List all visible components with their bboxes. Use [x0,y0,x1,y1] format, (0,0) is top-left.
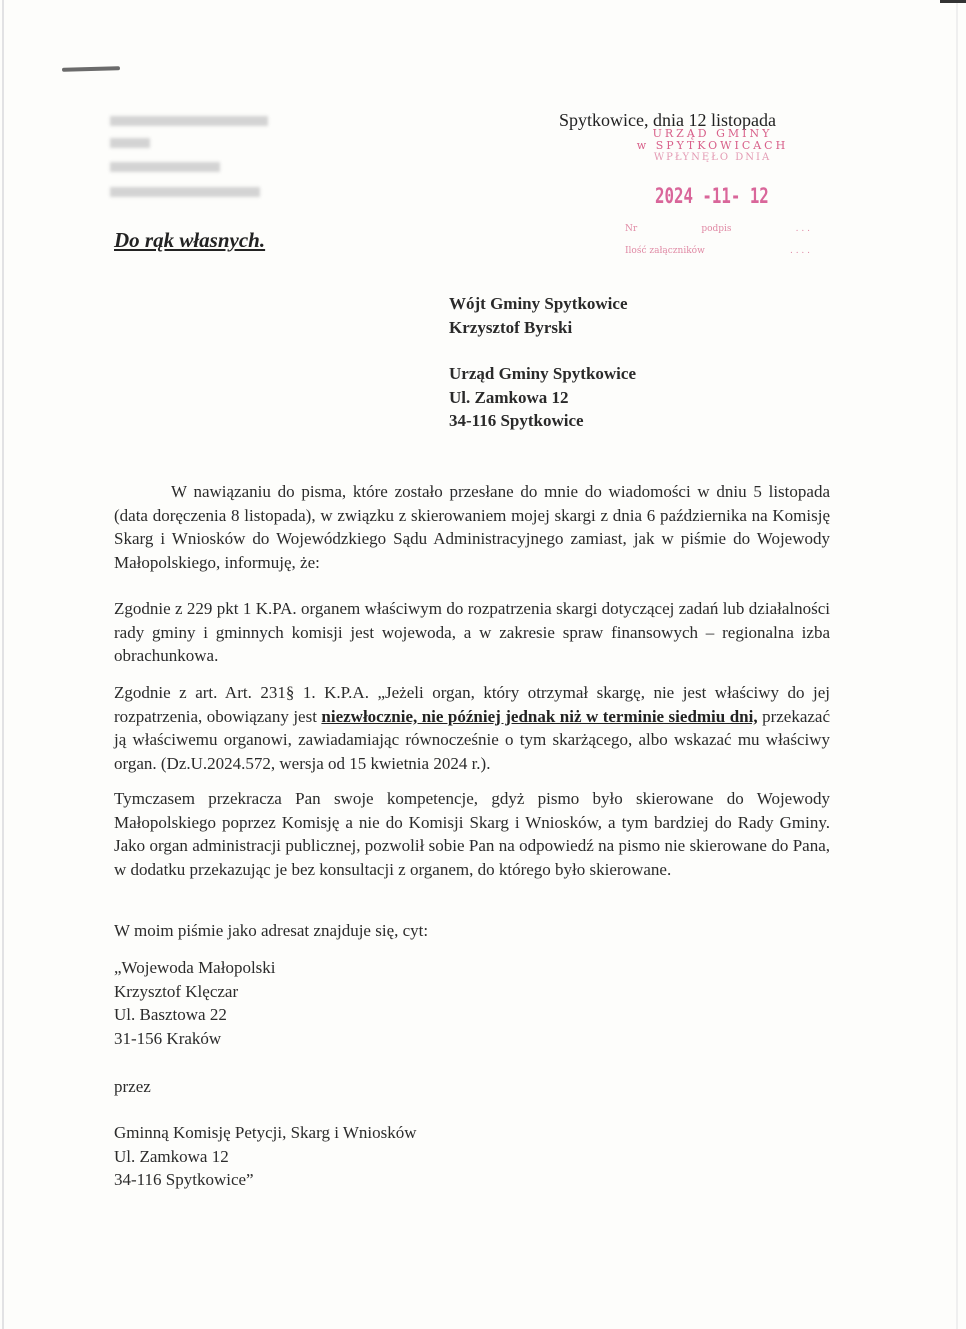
to-own-hands-note: Do rąk własnych. [114,228,266,252]
recipient-title: Wójt Gminy Spytkowice [449,294,628,313]
quoted-intermediary-city: 34-116 Spytkowice” [114,1170,254,1190]
place-date: Spytkowice, dnia 12 listopada [559,110,776,130]
quoted-addressee-name: Krzysztof Klęczar [114,981,239,1001]
quoted-intermediary [114,1121,830,1192]
stamp-dots: . . . . [789,246,810,256]
quoted-addressee-street: Ul. Basztowa 22 [114,1005,227,1025]
quoted-intermediary-name: Gminną Komisję Petycji, Skarg i Wniosków [114,1123,417,1142]
recipient-street: Ul. Zamkowa 12 [449,387,569,407]
art-231-text: Zgodnie z art. Art. 231§ 1. K.P.A. „Jeżeli organ, który otrzymał skargę, nie jest właściwy do jej rozpatrzenia, obowiązany jest [114,683,830,726]
recipient-office: Urząd Gminy Spytkowice [449,364,636,383]
stamp-date: 2024 -11- 12 [655,184,769,208]
stamp-office-line: URZĄD GMINY [652,127,773,140]
paragraph-competence: Tymczasem przekracza Pan swoje kompetencje, gdyż pismo było skierowane do Wojewody Małopolskiego poprzez Komisję a nie do Komisji Skarg i Wniosków, a tym bardziej do Rady Gminy. Jako organ administracji publicznej, pozwolił sobie Pan na odpowiedź na pismo nie skierowane do Pana, w dodatku przekazując je bez konsultacji z organem, do którego było skierowane. [114,789,830,880]
stamp-location-line: w SPYTKOWICACH [636,139,789,152]
quoted-addressee [114,956,830,1051]
paragraph-addressee-intro: W moim piśmie jako adresat znajduje się, cyt: [114,921,429,940]
staple-mark [62,66,120,72]
quoted-intermediary-street: Ul. Zamkowa 12 [114,1146,229,1166]
recipient-address [449,292,636,433]
via-label: przez [114,1077,151,1096]
stamp-dots: . . . [795,224,810,234]
stamp-field-nr: Nr [625,224,638,234]
received-stamp [615,127,810,256]
stamp-fields [625,224,810,268]
paragraph-art-231 [114,681,830,776]
art-231-text-continued: przekazać ją właściwemu organowi, zawiadamiając równocześnie o tym skarżącego, albo wskazać mu właściwy organ. (Dz.U.2024.572, wersja od 15 kwietnia 2024 r.). [114,706,830,774]
paragraph-art-229: Zgodnie z 229 pkt 1 K.PA. organem właściwym do rozpatrzenia skargi dotyczącej zadań lub działalności rady gminy i gminnych komisji jest wojewoda, a w zakresie spraw finansowych – regionalna izba obrachunkowa. [114,599,830,666]
recipient-city: 34-116 Spytkowice [449,411,584,430]
quoted-addressee-title: „Wojewoda Małopolski [114,958,276,977]
paragraph-intro: W nawiązaniu do pisma, które zostało przesłane do mnie do wiadomości w dniu 5 listopada (data doręczenia 8 listopada), w związku z skierowaniem mojej skargi z dnia 6 października na Komisję Skarg i Wniosków do Wojewódzkiego Sądu Administracyjnego zamiast, jak w piśmie do Wojewody Małopolskiego, informuję, że: [114,482,830,573]
scan-edge-right [956,0,958,1329]
scan-edge-left [2,0,4,1329]
stamp-field-signature: podpis [701,224,732,234]
stamp-field-attachments: Ilość załączników [625,246,705,256]
recipient-name: Krzysztof Byrski [449,317,573,337]
redacted-sender-address [110,112,270,202]
deadline-emphasis: niezwłocznie, nie później jednak niż w terminie siedmiu dni, [321,706,758,726]
stamp-received-line: WPŁYNĘŁO DNIA [653,152,772,163]
scan-edge-top-mark [940,0,966,3]
quoted-addressee-city: 31-156 Kraków [114,1029,222,1049]
